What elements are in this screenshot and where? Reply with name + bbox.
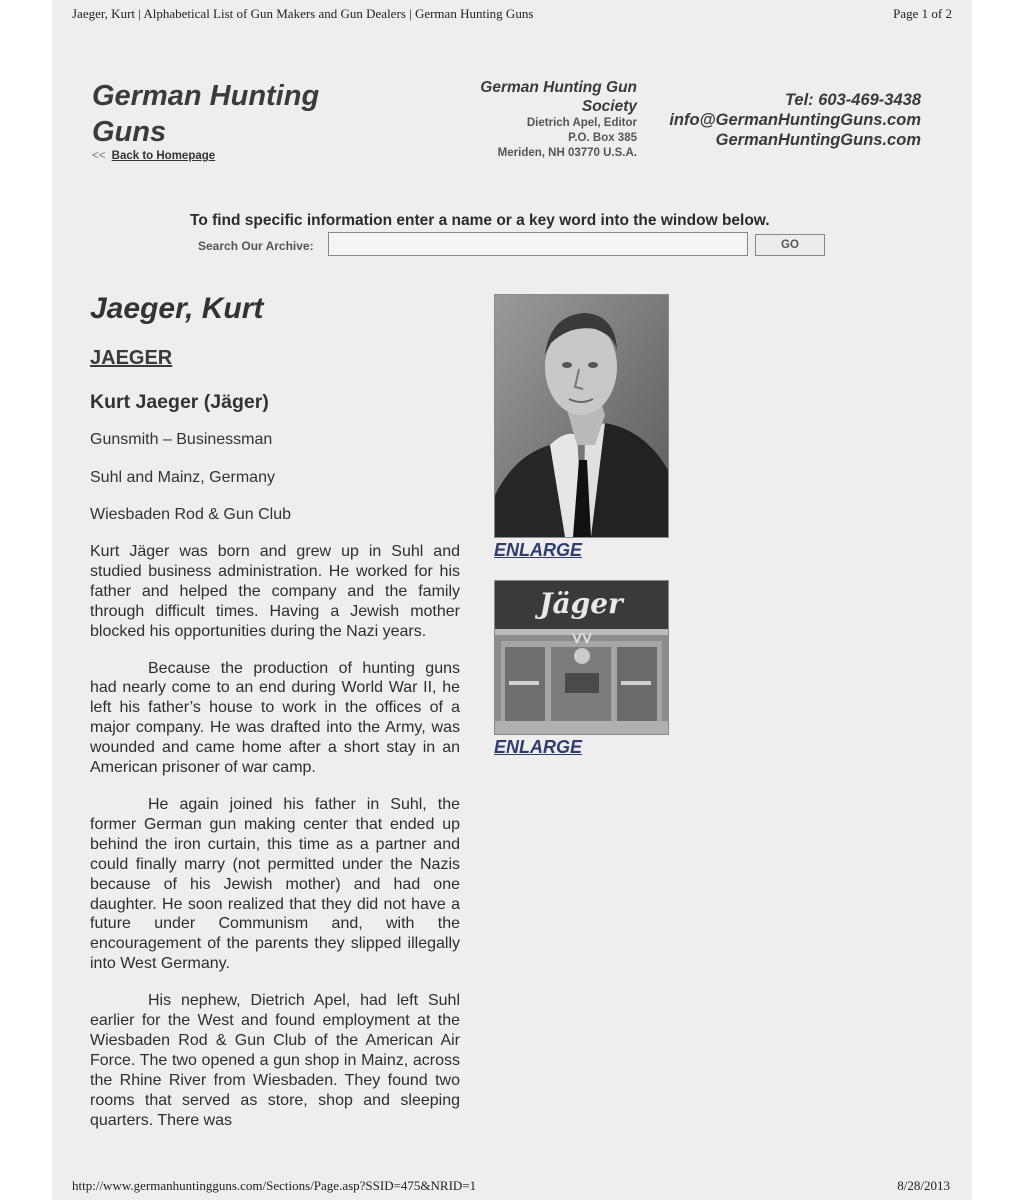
society-block (440, 78, 637, 161)
society-name: German Hunting Gun Society (480, 79, 637, 115)
contact-website[interactable]: GermanHuntingGuns.com (715, 131, 921, 149)
shop-photo[interactable] (494, 580, 669, 735)
site-title: German Hunting Guns (92, 80, 320, 148)
society-address: Meriden, NH 03770 U.S.A. (497, 147, 637, 159)
print-footer-date: 8/28/2013 (897, 1178, 950, 1193)
portrait-photo[interactable] (494, 294, 669, 538)
page-title: Jaeger, Kurt (90, 292, 264, 325)
print-header-title: Jaeger, Kurt | Alphabetical List of Gun Makers and Gun Dealers | German Hunting Guns (72, 6, 534, 21)
shop-image (495, 581, 668, 734)
person-name: Kurt Jaeger (Jäger) (90, 391, 269, 413)
article-paragraph: His nephew, Dietrich Apel, had left Suhl earlier for the West and found employment at the Wiesbaden Rod & Gun Club of the American Air Force. The two opened a gun shop in Mainz, across the Rhine River from Wiesbaden. They found two rooms that served as store, shop and sleeping quarters. There was (90, 992, 460, 1129)
shop-sign-text: Jäger (539, 587, 623, 620)
article-paragraph: Kurt Jäger was born and grew up in Suhl and studied business administration. He worked for his father and helped the company and the family through difficult times. Having a Jewish mother blocked his opportunities during the Nazi years. (90, 543, 460, 640)
print-footer-url: http://www.germanhuntingguns.com/Sections/Page.asp?SSID=475&NRID=1 (72, 1178, 477, 1193)
go-button[interactable]: GO (755, 234, 825, 256)
print-footer (72, 1178, 950, 1194)
contact-email[interactable]: info@GermanHuntingGuns.com (669, 111, 921, 129)
back-chevron-icon: << (92, 150, 106, 162)
back-link-container (92, 150, 215, 162)
affiliation: Wiesbaden Rod & Gun Club (90, 506, 291, 523)
enlarge-portrait-link[interactable]: ENLARGE (494, 540, 583, 560)
society-editor: Dietrich Apel, Editor (526, 117, 637, 129)
contact-block (650, 90, 921, 150)
contact-phone: Tel: 603-469-3438 (784, 91, 921, 109)
page-number: Page 1 of 2 (893, 6, 952, 21)
profession: Gunsmith – Businessman (90, 431, 273, 448)
enlarge-shop-link[interactable]: ENLARGE (494, 737, 583, 757)
back-to-homepage-link[interactable]: Back to Homepage (111, 150, 216, 162)
society-po-box: P.O. Box 385 (568, 132, 637, 144)
print-header (72, 6, 952, 22)
article-body (90, 542, 460, 1147)
location: Suhl and Mainz, Germany (90, 469, 275, 486)
search-label: Search Our Archive: (198, 239, 314, 253)
search-input[interactable] (328, 232, 748, 256)
search-prompt: To find specific information enter a name or a key word into the window below. (190, 212, 770, 229)
sub-heading: JAEGER (90, 347, 173, 369)
article-paragraph: He again joined his father in Suhl, the former German gun making center that ended up behind the iron curtain, this time as a partner and could finally marry (not permitted under the Nazis because of his Jewish mother) and had one daughter. He soon realized that they did not have a future under Communism and, with the encouragement of the parents they slipped illegally into West Germany. (90, 795, 460, 973)
portrait-image (495, 295, 668, 537)
article-paragraph: Because the production of hunting guns had nearly come to an end during World War II, he left his father’s house to work in the offices of a major company. He was drafted into the Army, was wounded and came home after a short stay in an American prisoner of war camp. (90, 659, 460, 777)
